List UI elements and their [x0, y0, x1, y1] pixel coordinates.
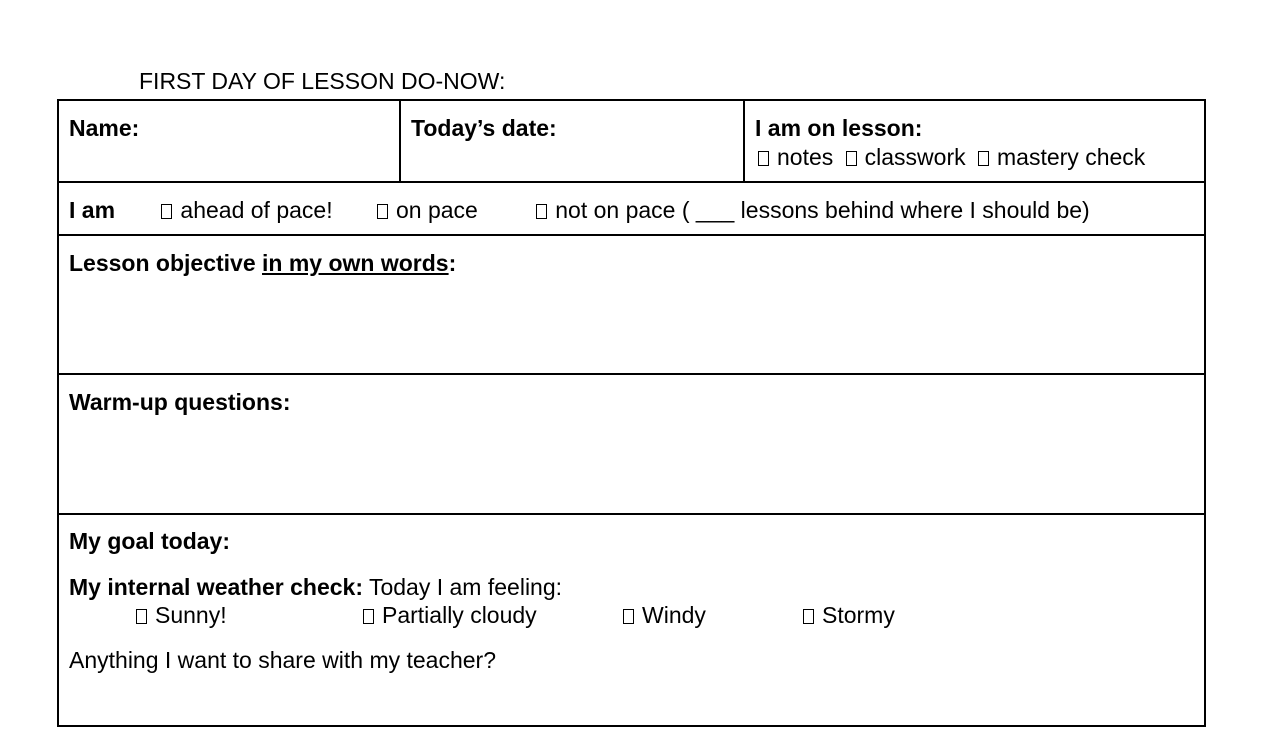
lesson-mastery-check-checkbox[interactable]: [978, 151, 989, 166]
windy-label: Windy: [642, 602, 706, 628]
not-on-pace-checkbox[interactable]: [536, 204, 547, 219]
sunny-label: Sunny!: [155, 602, 227, 628]
stormy-label: Stormy: [822, 602, 895, 628]
goal-label: My goal today:: [69, 528, 231, 554]
name-cell[interactable]: [58, 100, 400, 182]
on-pace-checkbox[interactable]: [377, 204, 388, 219]
sunny-checkbox[interactable]: [136, 609, 147, 624]
pace-label: I am: [69, 197, 116, 223]
warmup-row: [58, 374, 1205, 514]
weather-options: [69, 601, 1194, 629]
objective-label-emphasis: in my own words: [262, 250, 449, 276]
ahead-of-pace-checkbox[interactable]: [161, 204, 172, 219]
lesson-label: I am on lesson:: [755, 115, 923, 141]
lesson-notes-checkbox[interactable]: [758, 151, 769, 166]
pace-row: [58, 182, 1205, 235]
objective-row: [58, 235, 1205, 374]
windy-checkbox[interactable]: [623, 609, 634, 624]
date-cell[interactable]: [400, 100, 744, 182]
lesson-cell: [744, 100, 1205, 182]
pace-cell: [58, 182, 1205, 235]
lesson-notes-label: notes: [777, 144, 834, 170]
weather-check-prompt: Today I am feeling:: [363, 574, 563, 600]
name-label: Name:: [69, 115, 140, 141]
weather-check-line: [69, 573, 1194, 601]
partially-cloudy-checkbox[interactable]: [363, 609, 374, 624]
objective-cell[interactable]: [58, 235, 1205, 374]
partially-cloudy-label: Partially cloudy: [382, 602, 537, 628]
share-prompt: Anything I want to share with my teacher?: [69, 647, 496, 673]
date-label: Today’s date:: [411, 115, 557, 141]
lesson-mastery-check-label: mastery check: [997, 144, 1146, 170]
ahead-of-pace-label: ahead of pace!: [180, 197, 333, 223]
objective-label: Lesson objective in my own words:: [69, 250, 457, 276]
document-title: FIRST DAY OF LESSON DO-NOW:: [139, 68, 506, 94]
goal-row: [58, 514, 1205, 726]
goal-cell[interactable]: [58, 514, 1205, 726]
weather-check-label: My internal weather check:: [69, 574, 363, 600]
warmup-cell[interactable]: [58, 374, 1205, 514]
header-row: [58, 100, 1205, 182]
stormy-checkbox[interactable]: [803, 609, 814, 624]
not-on-pace-label: not on pace ( ___ lessons behind where I should be): [555, 197, 1090, 223]
lesson-classwork-label: classwork: [864, 144, 966, 170]
warmup-label: Warm-up questions:: [69, 389, 291, 415]
on-pace-label: on pace: [396, 197, 478, 223]
lesson-classwork-checkbox[interactable]: [846, 151, 857, 166]
do-now-form-table: [57, 99, 1206, 727]
lesson-options: [755, 143, 1194, 171]
